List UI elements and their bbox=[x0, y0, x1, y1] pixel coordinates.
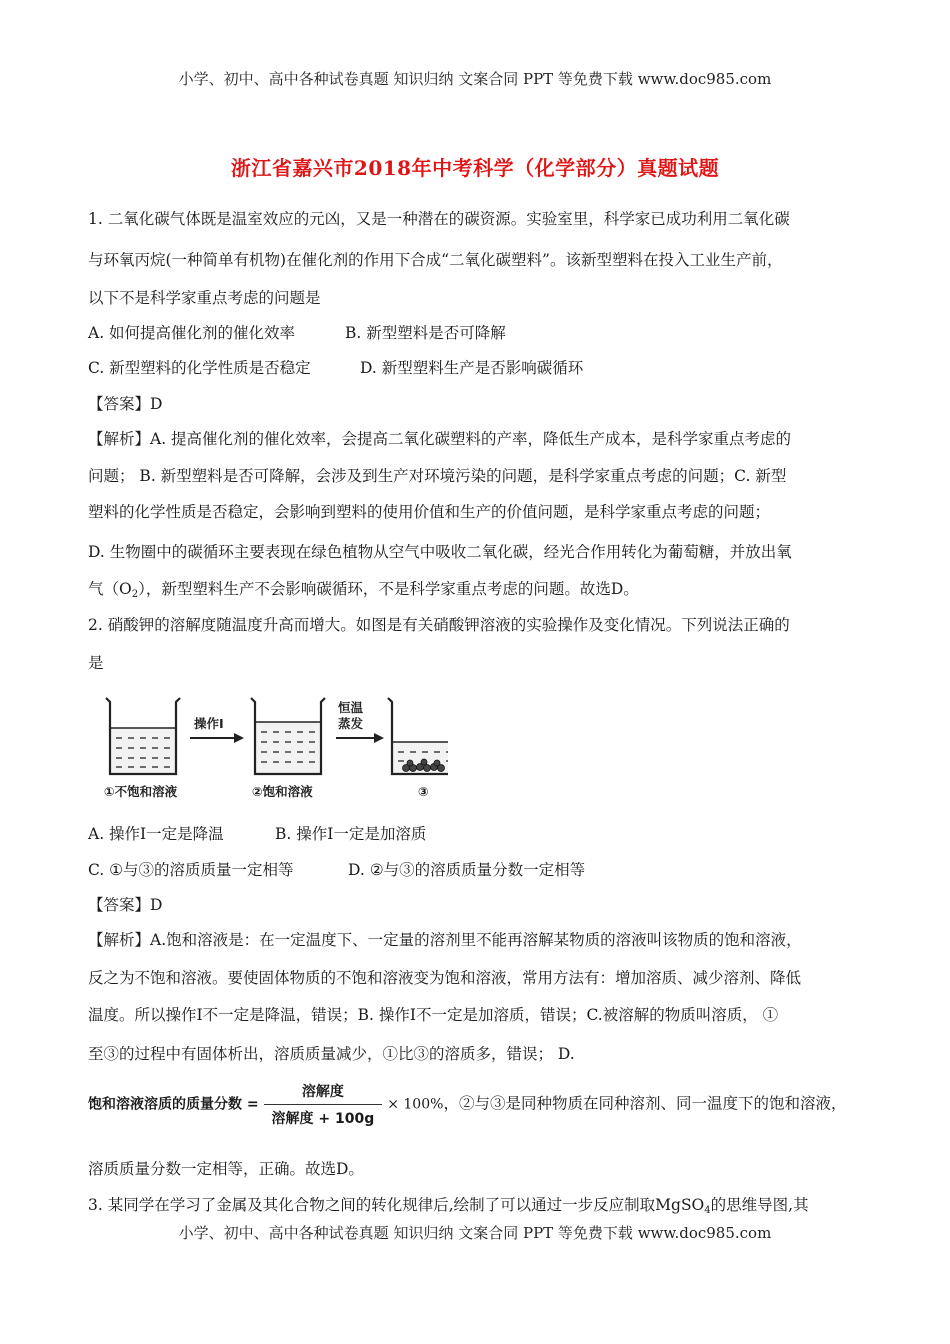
q2-option-d: D. ②与③的溶质质量分数一定相等 bbox=[348, 861, 586, 879]
q2-explanation-line2: 反之为不饱和溶液。要使固体物质的不饱和溶液变为饱和溶液，常用方法有：增加溶质、减少溶剂、降低 bbox=[88, 969, 802, 987]
q1-explanation-line2: 问题； B. 新型塑料是否可降解，会涉及到生产对环境污染的问题，是科学家重点考虑的问题；C. 新型 bbox=[88, 467, 787, 485]
q1-option-a: A. 如何提高催化剂的催化效率 bbox=[88, 324, 296, 342]
q2-option-b: B. 操作Ⅰ一定是加溶质 bbox=[275, 825, 427, 843]
beaker-3 bbox=[388, 698, 448, 774]
q1-stem-line1: 1. 二氧化碳气体既是温室效应的元凶，又是一种潜在的碳资源。实验室里，科学家已成功利用二氧化碳 bbox=[88, 210, 790, 228]
q2-option-c: C. ①与③的溶质质量一定相等 bbox=[88, 861, 294, 879]
beaker-3-label: ③ bbox=[418, 784, 429, 799]
formula-label: 饱和溶液溶质的质量分数 = bbox=[88, 1096, 259, 1113]
operation-2-label-line1: 恒温 bbox=[338, 700, 364, 715]
q1-option-c: C. 新型塑料的化学性质是否稳定 bbox=[88, 359, 311, 377]
formula-denominator: 溶解度 + 100g bbox=[271, 1111, 375, 1127]
q2-explanation-line1: 【解析】A.饱和溶液是：在一定温度下、一定量的溶剂里不能再溶解某物质的溶液叫该物质的饱和溶液， bbox=[88, 931, 802, 949]
q2-stem-line1: 2. 硝酸钾的溶解度随温度升高而增大。如图是有关硝酸钾溶液的实验操作及变化情况。下列说法正确的 bbox=[88, 616, 790, 634]
beaker-1-label: ①不饱和溶液 bbox=[104, 784, 178, 799]
q1-explanation-line1: 【解析】A. 提高催化剂的催化效率，会提高二氧化碳塑料的产率，降低生产成本，是科学家重点考虑的 bbox=[88, 430, 792, 448]
q1-stem-line3: 以下不是科学家重点考虑的问题是 bbox=[88, 289, 321, 307]
q2-stem-line2: 是 bbox=[88, 654, 104, 672]
formula-numerator: 溶解度 bbox=[264, 1081, 383, 1105]
q1-explanation-line4: D. 生物圈中的碳循环主要表现在绿色植物从空气中吸收二氧化碳，经光合作用转化为葡萄糖，并放出氧 bbox=[88, 543, 792, 561]
q2-explanation-line3: 温度。所以操作Ⅰ不一定是降温，错误；B. 操作Ⅰ不一定是加溶质，错误；C.被溶解的物质叫溶质， ① bbox=[88, 1006, 779, 1024]
q2-explanation-line5: ，②与③是同种物质在同种溶剂、同一温度下的饱和溶液， bbox=[443, 1094, 847, 1113]
page-footer: 小学、初中、高中各种试卷真题 知识归纳 文案合同 PPT 等免费下载 www.doc985.com bbox=[178, 1224, 772, 1242]
beaker-2-label: ②饱和溶液 bbox=[252, 784, 313, 799]
q1-option-d: D. 新型塑料生产是否影响碳循环 bbox=[360, 359, 584, 377]
beaker-diagram bbox=[88, 684, 448, 802]
q1-explanation-line5: 气$(O_2)$，新型塑料生产不会影响碳循环，不是科学家重点考虑的问题。故选D。 bbox=[88, 580, 639, 600]
q1-stem-line2: 与环氧丙烷(一种简单有机物)在催化剂的作用下合成“二氧化碳塑料”。该新型塑料在投入工业生产前， bbox=[88, 251, 783, 269]
q2-option-a: A. 操作Ⅰ一定是降温 bbox=[88, 825, 224, 843]
operation-2-label-line2: 蒸发 bbox=[338, 716, 364, 731]
q3-stem-line1: 3. 某同学在学习了金属及其化合物之间的转化规律后,绘制了可以通过一步反应制取MgSO$_4$的思维导图,其 bbox=[88, 1196, 809, 1216]
q2-answer: 【答案】D bbox=[88, 896, 163, 914]
q2-explanation-line4: 至③的过程中有固体析出，溶质质量减少，①比③的溶质多，错误； D. bbox=[88, 1045, 575, 1063]
beaker-1 bbox=[106, 698, 180, 774]
q2-formula-line bbox=[88, 1081, 846, 1128]
page-header: 小学、初中、高中各种试卷真题 知识归纳 文案合同 PPT 等免费下载 www.doc985.com bbox=[178, 70, 772, 88]
beaker-2 bbox=[251, 698, 325, 774]
q1-answer: 【答案】D bbox=[88, 395, 163, 413]
formula-percent: × 100% bbox=[387, 1096, 444, 1113]
crystals bbox=[403, 759, 445, 772]
formula-fraction bbox=[264, 1081, 383, 1128]
operation-1-label: 操作Ⅰ bbox=[194, 716, 224, 731]
q1-explanation-line3: 塑料的化学性质是否稳定，会影响到塑料的使用价值和生产的价值问题，是科学家重点考虑的问题； bbox=[88, 503, 771, 521]
page-title: 浙江省嘉兴市2018年中考科学（化学部分）真题试题 bbox=[230, 156, 720, 180]
q2-explanation-line6: 溶质质量分数一定相等，正确。故选D。 bbox=[88, 1160, 364, 1178]
q1-option-b: B. 新型塑料是否可降解 bbox=[345, 324, 506, 342]
